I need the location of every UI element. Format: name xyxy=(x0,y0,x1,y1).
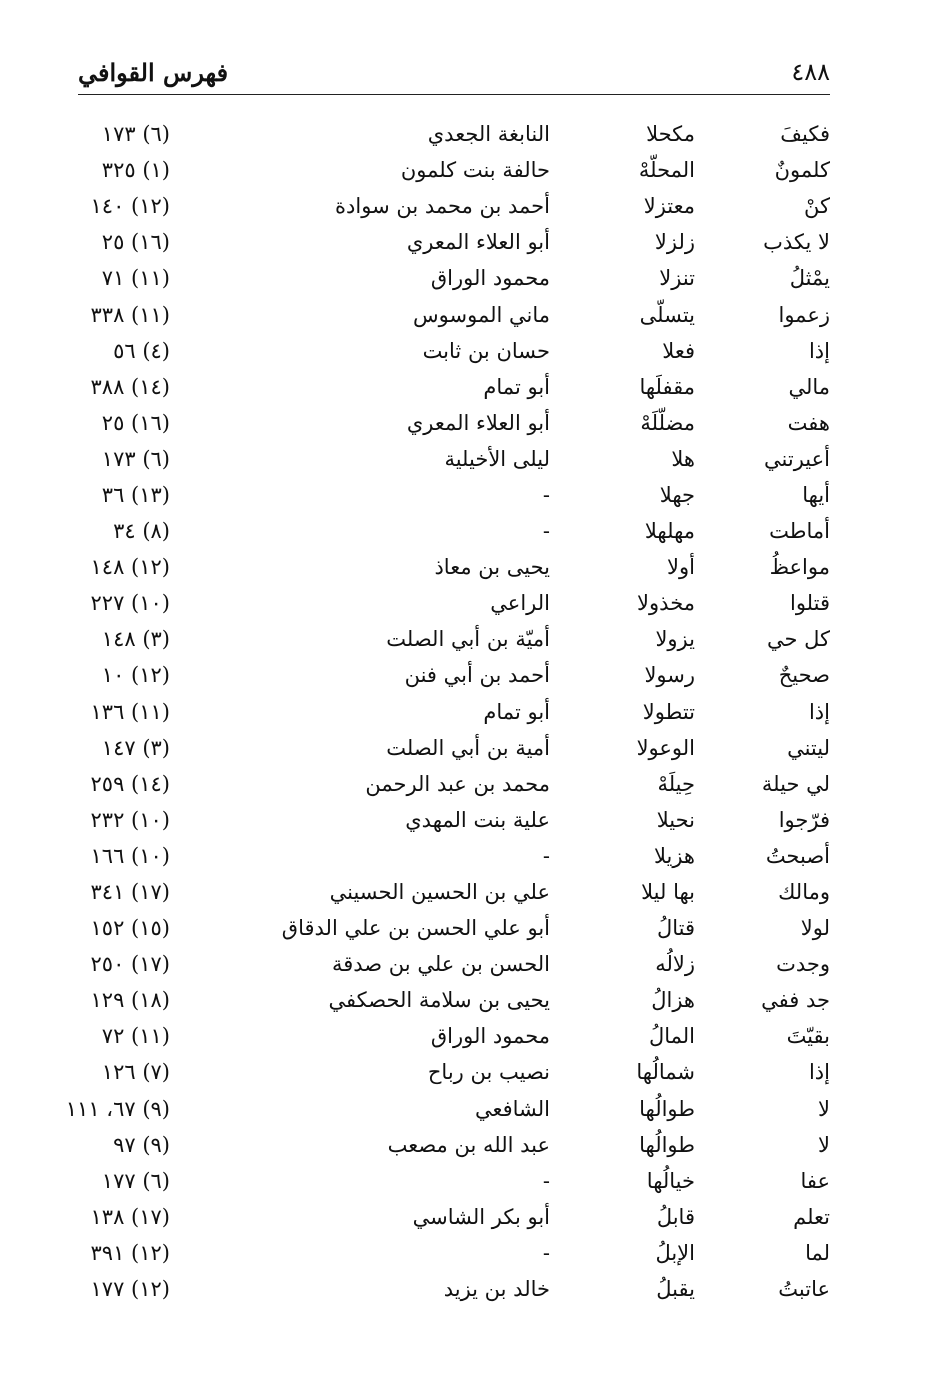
poet-name: علي بن الحسين الحسيني xyxy=(329,880,550,905)
poet-name: الشافعي xyxy=(474,1096,550,1121)
page-reference: (٦) ١٧٣ xyxy=(101,122,170,147)
verse-ending: زلالُه xyxy=(655,952,695,977)
page-reference: (١٠) ٢٢٧ xyxy=(90,591,170,616)
index-row xyxy=(60,405,830,441)
verse-ending: شمالُها xyxy=(636,1060,695,1085)
verse-ending: تتطولا xyxy=(642,699,695,724)
verse-ending: رسولا xyxy=(644,663,695,688)
index-row xyxy=(60,730,830,766)
page-reference: (٨) ٣٤ xyxy=(113,519,170,544)
verse-ending: يتسلّى xyxy=(639,302,695,327)
page-reference: (١) ٣٢٥ xyxy=(101,158,170,183)
index-row xyxy=(60,1235,830,1271)
poet-name: - xyxy=(542,1240,550,1265)
verse-ending: هزالُ xyxy=(651,988,695,1013)
index-row xyxy=(60,1271,830,1307)
poet-name: علية بنت المهدي xyxy=(405,807,550,832)
page-reference: (١٢) ١٤٨ xyxy=(90,555,170,580)
page-reference: (١١) ٣٣٨ xyxy=(90,302,170,327)
page-reference: (١٢) ١٠ xyxy=(101,663,170,688)
poet-name: ليلى الأخيلية xyxy=(444,446,550,471)
rhyme-word: جد ففي xyxy=(761,988,830,1013)
page-reference: (١٠) ٢٣٢ xyxy=(90,807,170,832)
page-reference: (٩) ٩٧ xyxy=(113,1132,170,1157)
poet-name: حالفة بنت كلمون xyxy=(400,158,550,183)
poet-name: عبد الله بن مصعب xyxy=(387,1132,550,1157)
rhyme-word: لا xyxy=(818,1096,830,1121)
rhyme-word: أماطت xyxy=(769,519,830,544)
rhyme-word: أصبحتُ xyxy=(765,843,830,868)
verse-ending: مكحلا xyxy=(646,122,695,147)
verse-ending: قابلُ xyxy=(656,1204,695,1229)
verse-ending: مقفلَها xyxy=(639,374,695,399)
poet-name: أبو علي الحسن بن علي الدقاق xyxy=(281,916,550,941)
rhyme-word: كنْ xyxy=(804,194,830,219)
poet-name: أحمد بن أبي فنن xyxy=(404,663,550,688)
poet-name: أمية بن أبي الصلت xyxy=(386,735,550,760)
rhyme-word: عفا xyxy=(800,1168,830,1193)
poet-name: يحيى بن معاذ xyxy=(434,555,550,580)
rhyme-index-table xyxy=(60,116,830,1307)
poet-name: - xyxy=(542,1168,550,1193)
page-reference: (٧) ١٢٦ xyxy=(101,1060,170,1085)
index-row xyxy=(60,838,830,874)
verse-ending: يقبلُ xyxy=(656,1277,695,1302)
rhyme-word: لا xyxy=(818,1132,830,1157)
page-reference: (١٦) ٢٥ xyxy=(101,410,170,435)
poet-name: خالد بن يزيد xyxy=(443,1277,550,1302)
verse-ending: مخذولا xyxy=(637,591,695,616)
page-reference: (١١) ٧٢ xyxy=(101,1024,170,1049)
index-row xyxy=(60,910,830,946)
index-row xyxy=(60,152,830,188)
verse-ending: الإبلُ xyxy=(655,1240,695,1265)
page-reference: (٦) ١٧٣ xyxy=(101,446,170,471)
poet-name: ماني الموسوس xyxy=(413,302,550,327)
rhyme-word: بقيّتَ xyxy=(786,1024,830,1049)
index-row xyxy=(60,260,830,296)
page-reference: (١٠) ١٦٦ xyxy=(90,843,170,868)
verse-ending: هزيلا xyxy=(653,843,695,868)
index-row xyxy=(60,224,830,260)
page-reference: (١١) ١٣٦ xyxy=(90,699,170,724)
poet-name: الحسن بن علي بن صدقة xyxy=(331,952,550,977)
verse-ending: زلزلا xyxy=(654,230,695,255)
rhyme-word: فرّجوا xyxy=(778,807,830,832)
rhyme-word: لولا xyxy=(800,916,830,941)
index-row xyxy=(60,1163,830,1199)
index-row xyxy=(60,549,830,585)
page-reference: (١٥) ١٥٢ xyxy=(90,916,170,941)
index-row xyxy=(60,585,830,621)
rhyme-word: قتلوا xyxy=(789,591,830,616)
index-row xyxy=(60,513,830,549)
verse-ending: معتزلا xyxy=(643,194,695,219)
verse-ending: أولا xyxy=(667,555,695,580)
page-reference: (١١) ٧١ xyxy=(101,266,170,291)
running-title: فهرس القوافي xyxy=(78,58,229,87)
rhyme-word: إذا xyxy=(808,699,830,724)
rhyme-word: وجدت xyxy=(776,952,830,977)
page-reference: (٦) ١٧٧ xyxy=(101,1168,170,1193)
page-reference: (١٣) ٣٦ xyxy=(101,482,170,507)
index-row xyxy=(60,1091,830,1127)
rhyme-word: عاتبتُ xyxy=(778,1277,830,1302)
poet-name: حسان بن ثابت xyxy=(422,338,550,363)
rhyme-word: أعيرتني xyxy=(764,446,830,471)
index-row xyxy=(60,982,830,1018)
page-number: ٤٨٨ xyxy=(791,58,830,86)
poet-name: أحمد بن محمد بن سوادة xyxy=(335,194,550,219)
rhyme-word: إذا xyxy=(808,1060,830,1085)
page-reference: (٣) ١٤٧ xyxy=(101,735,170,760)
verse-ending: المحلّهْ xyxy=(638,158,695,183)
verse-ending: مضلّلَهْ xyxy=(640,410,695,435)
page-reference: (١٢) ٣٩١ xyxy=(90,1240,170,1265)
poet-name: أميّة بن أبي الصلت xyxy=(386,627,550,652)
rhyme-word: تعلم xyxy=(793,1204,830,1229)
index-row xyxy=(60,1199,830,1235)
verse-ending: طوالُها xyxy=(639,1132,695,1157)
index-row xyxy=(60,296,830,332)
page-reference: (١٢) ١٧٧ xyxy=(90,1277,170,1302)
page-reference: (١٢) ١٤٠ xyxy=(90,194,170,219)
poet-name: أبو تمام xyxy=(483,699,550,724)
verse-ending: نحيلا xyxy=(656,807,695,832)
page-reference: (١٧) ٢٥٠ xyxy=(90,952,170,977)
rhyme-word: أيها xyxy=(802,482,830,507)
rhyme-word: مالي xyxy=(788,374,830,399)
index-row xyxy=(60,333,830,369)
verse-ending: خيالُها xyxy=(646,1168,695,1193)
index-row xyxy=(60,694,830,730)
rhyme-word: كلمونٌ xyxy=(774,158,830,183)
rhyme-word: ومالك xyxy=(778,880,830,905)
poet-name: محمود الوراق xyxy=(430,1024,550,1049)
verse-ending: المالُ xyxy=(648,1024,695,1049)
verse-ending: طوالُها xyxy=(639,1096,695,1121)
index-row xyxy=(60,441,830,477)
index-row xyxy=(60,1127,830,1163)
verse-ending: الوعولا xyxy=(636,735,695,760)
poet-name: يحيى بن سلامة الحصكفي xyxy=(328,988,550,1013)
poet-name: - xyxy=(542,482,550,507)
poet-name: أبو تمام xyxy=(483,374,550,399)
verse-ending: قتالُ xyxy=(656,916,695,941)
poet-name: نصيب بن رباح xyxy=(427,1060,550,1085)
poet-name: الراعي xyxy=(490,591,550,616)
page-reference: (١٨) ١٢٩ xyxy=(90,988,170,1013)
index-row xyxy=(60,874,830,910)
index-row xyxy=(60,477,830,513)
index-row xyxy=(60,766,830,802)
poet-name: أبو العلاء المعري xyxy=(406,230,550,255)
page-reference: (١٧) ٣٤١ xyxy=(90,880,170,905)
verse-ending: فعلا xyxy=(662,338,695,363)
index-row xyxy=(60,657,830,693)
index-row xyxy=(60,1054,830,1090)
poet-name: محمد بن عبد الرحمن xyxy=(365,771,550,796)
rhyme-word: زعموا xyxy=(778,302,830,327)
rhyme-word: كل حي xyxy=(766,627,830,652)
page-header xyxy=(78,52,830,95)
rhyme-word: لما xyxy=(805,1240,830,1265)
rhyme-word: صحيحٌ xyxy=(778,663,830,688)
poet-name: أبو العلاء المعري xyxy=(406,410,550,435)
verse-ending: هلا xyxy=(671,446,695,471)
verse-ending: يزولا xyxy=(655,627,695,652)
page-reference: (١٧) ١٣٨ xyxy=(90,1204,170,1229)
verse-ending: حِيلَهْ xyxy=(657,771,695,796)
page-reference: (٩) ٦٧، ١١١ xyxy=(65,1096,170,1121)
page-reference: (٣) ١٤٨ xyxy=(101,627,170,652)
verse-ending: بها ليلا xyxy=(641,880,695,905)
poet-name: - xyxy=(542,519,550,544)
index-row xyxy=(60,188,830,224)
page-reference: (١٤) ٣٨٨ xyxy=(90,374,170,399)
rhyme-word: فكيفَ xyxy=(780,122,830,147)
rhyme-index-body xyxy=(60,116,830,1307)
rhyme-word: مواعظُ xyxy=(769,555,830,580)
rhyme-word: هفت xyxy=(787,410,830,435)
poet-name: محمود الوراق xyxy=(430,266,550,291)
rhyme-word: لي حيلة xyxy=(761,771,830,796)
rhyme-word: إذا xyxy=(808,338,830,363)
page-reference: (٤) ٥٦ xyxy=(113,338,170,363)
index-row xyxy=(60,802,830,838)
rhyme-word: ليتني xyxy=(787,735,830,760)
index-row xyxy=(60,1018,830,1054)
poet-name: النابغة الجعدي xyxy=(427,122,550,147)
index-row xyxy=(60,621,830,657)
rhyme-word: لا يكذب xyxy=(763,230,830,255)
rhyme-word: يمْثلُ xyxy=(789,266,830,291)
verse-ending: جهلا xyxy=(659,482,695,507)
page-reference: (١٤) ٢٥٩ xyxy=(90,771,170,796)
poet-name: أبو بكر الشاسي xyxy=(412,1204,550,1229)
verse-ending: تنزلا xyxy=(659,266,695,291)
index-row xyxy=(60,946,830,982)
page-reference: (١٦) ٢٥ xyxy=(101,230,170,255)
index-row xyxy=(60,369,830,405)
verse-ending: مهلهلا xyxy=(644,519,695,544)
index-row xyxy=(60,116,830,152)
poet-name: - xyxy=(542,843,550,868)
